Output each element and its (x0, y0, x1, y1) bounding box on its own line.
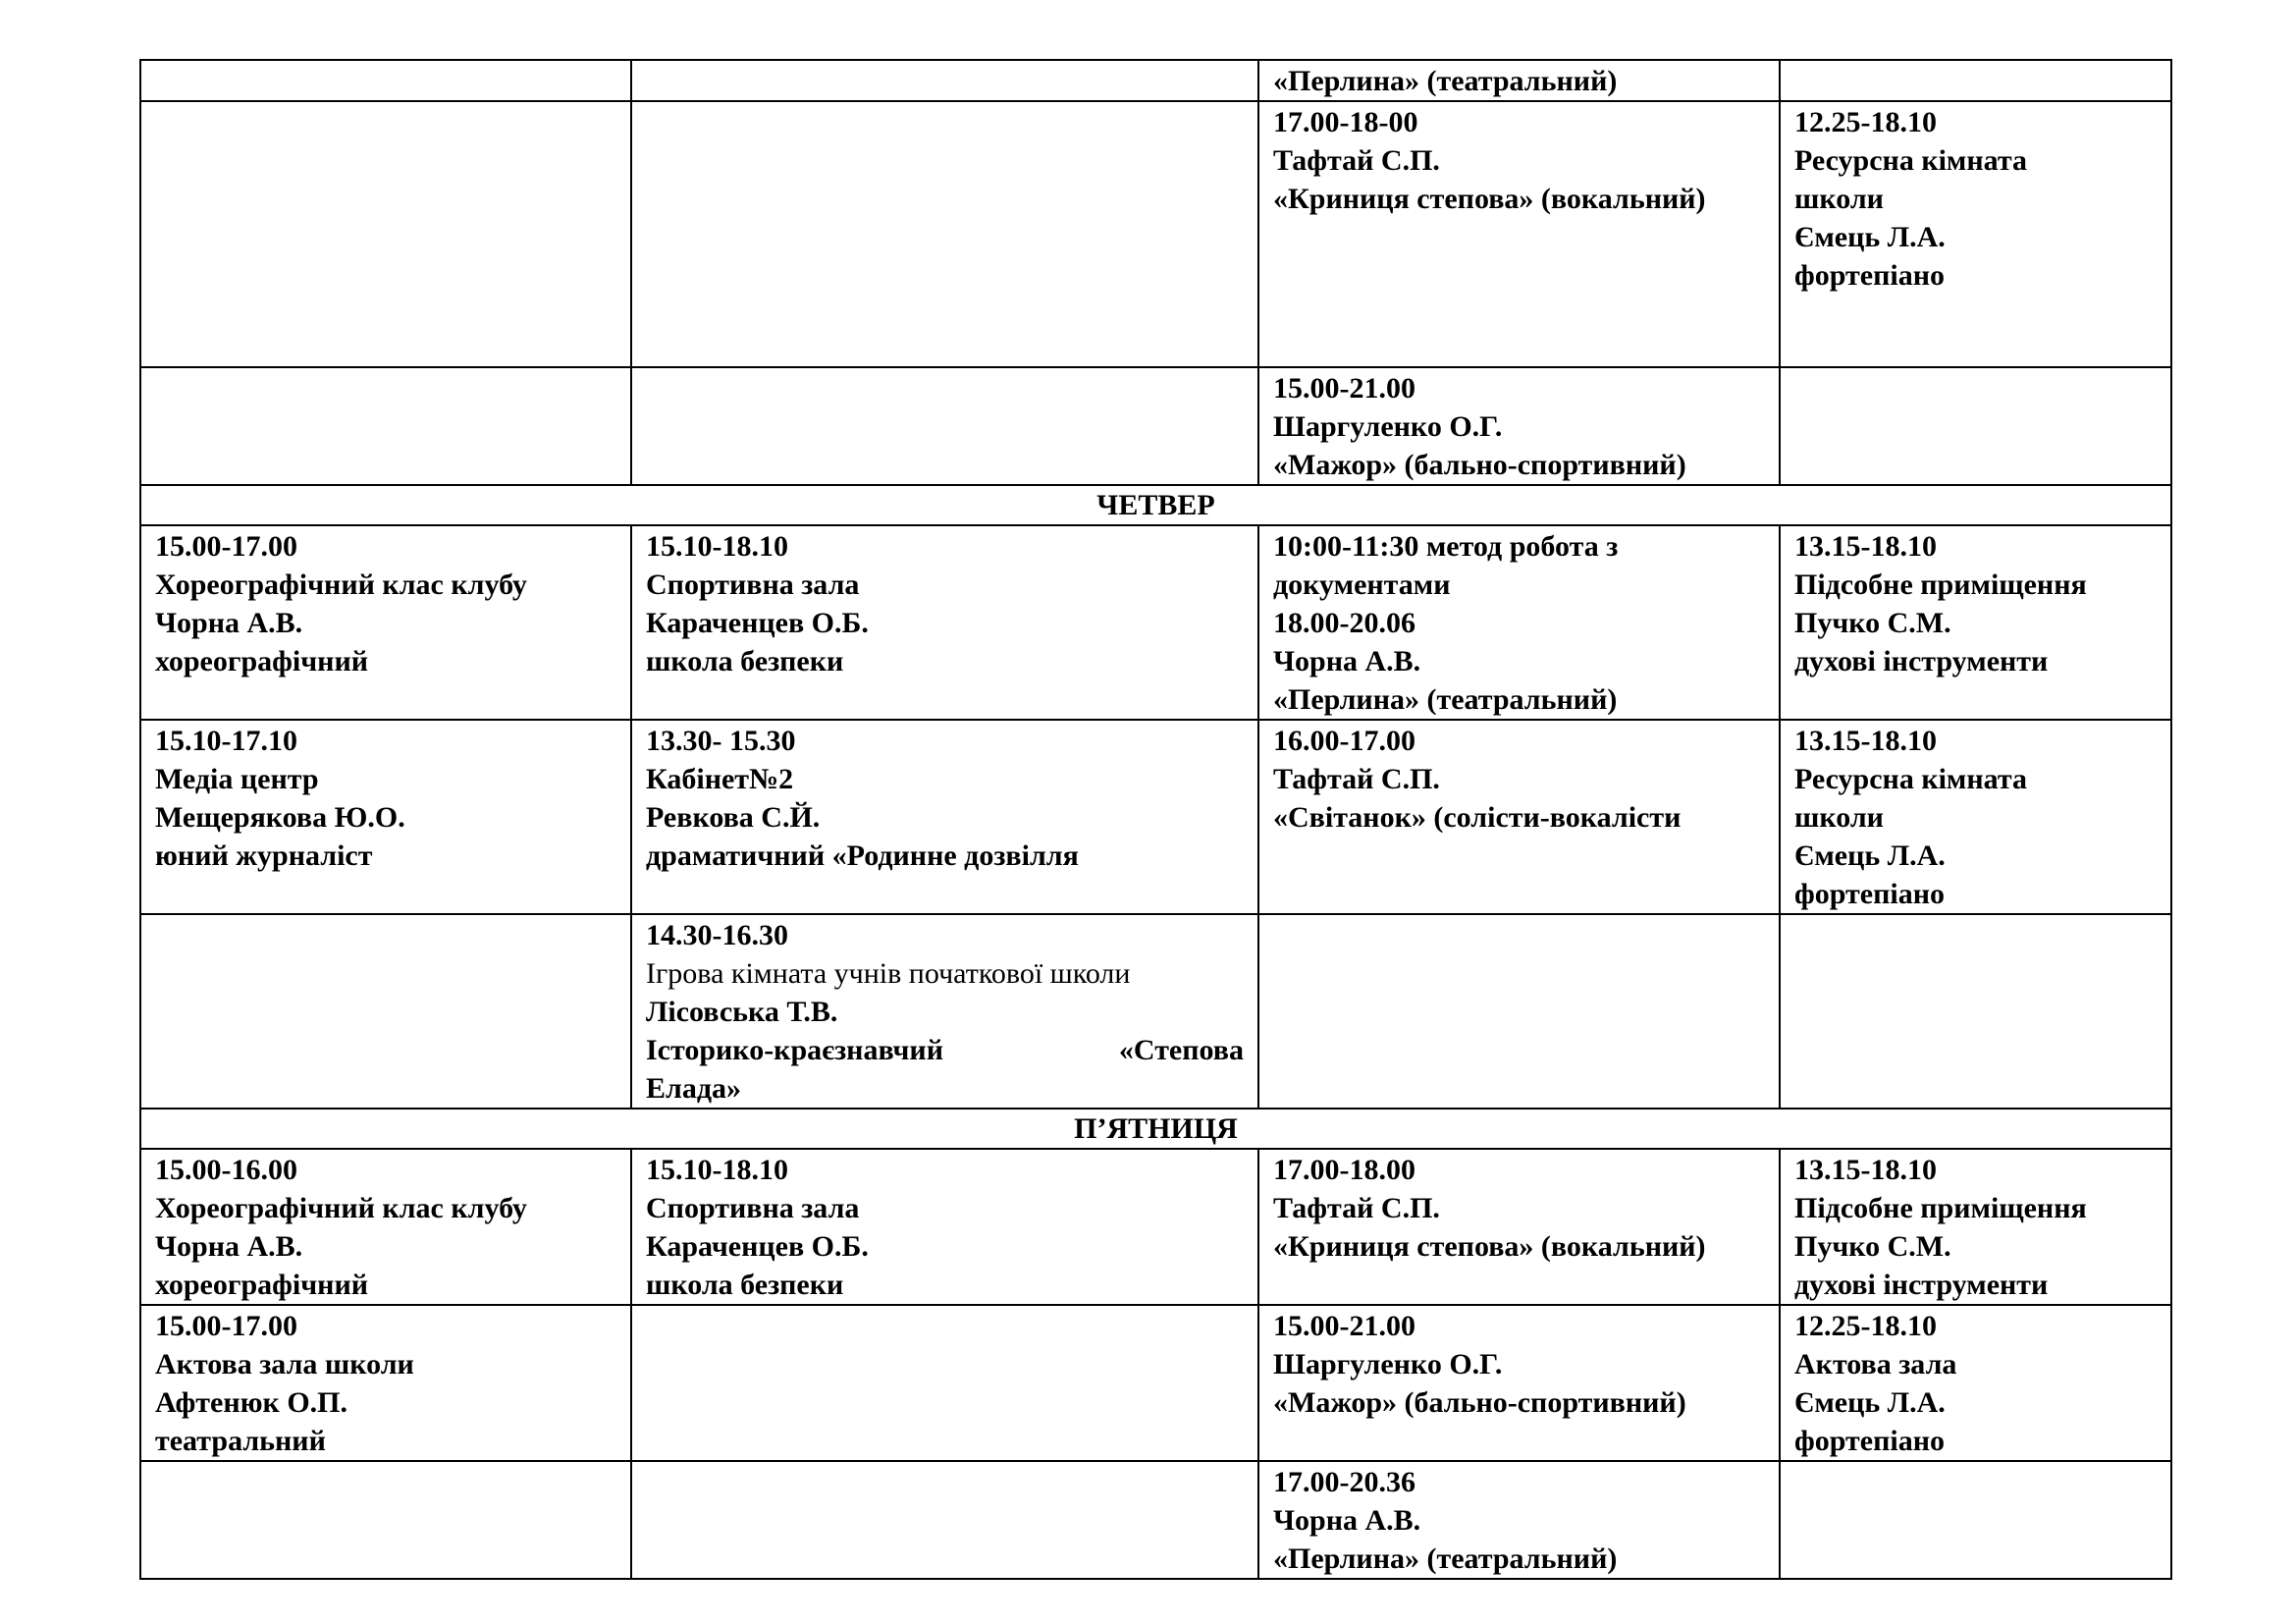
schedule-row (140, 1461, 2171, 1579)
schedule-table (139, 59, 2172, 1580)
cell-line: 14.30-16.30 (646, 919, 788, 951)
schedule-cell (1780, 720, 2171, 914)
cell-line: 12.25-18.10 (1794, 1310, 1937, 1342)
cell-line: фортепіано (1794, 1425, 1946, 1457)
schedule-cell (140, 60, 631, 101)
cell-line: хореографічний (155, 645, 369, 677)
schedule-cell (631, 914, 1258, 1109)
cell-line: 15.10-18.10 (646, 530, 788, 563)
cell-line: фортепіано (1794, 878, 1946, 910)
cell-line: «Мажор» (бально-спортивний) (1273, 1386, 1686, 1419)
cell-line: документами (1273, 568, 1451, 601)
cell-line: Тафтай С.П. (1273, 144, 1440, 177)
schedule-cell (1258, 60, 1780, 101)
cell-line: Підсобне приміщення (1794, 1192, 2087, 1224)
schedule-cell (140, 914, 631, 1109)
cell-line: Тафтай С.П. (1273, 763, 1440, 795)
cell-line: 13.15-18.10 (1794, 1154, 1937, 1186)
cell-line: Афтенюк О.П. (155, 1386, 347, 1419)
cell-line: 13.30- 15.30 (646, 725, 796, 757)
cell-line: школа безпеки (646, 645, 844, 677)
schedule-cell (631, 1305, 1258, 1461)
cell-line: духові інструменти (1794, 645, 2049, 677)
cell-line: 16.00-17.00 (1273, 725, 1415, 757)
cell-line: «Мажор» (бально-спортивний) (1273, 449, 1686, 481)
cell-line: 13.15-18.10 (1794, 530, 1937, 563)
schedule-row (140, 525, 2171, 720)
cell-line: Чорна А.В. (1273, 1504, 1421, 1537)
cell-line: Шаргуленко О.Г. (1273, 410, 1503, 443)
schedule-cell (1258, 1305, 1780, 1461)
schedule-cell (1780, 525, 2171, 720)
schedule-row (140, 720, 2171, 914)
schedule-cell (140, 367, 631, 485)
cell-line: 17.00-20.36 (1273, 1466, 1415, 1498)
cell-line: театральний (155, 1425, 326, 1457)
cell-line: Ємець Л.А. (1794, 839, 1946, 872)
cell-line: Чорна А.В. (155, 607, 303, 639)
schedule-row (140, 101, 2171, 367)
cell-line: 17.00-18.00 (1273, 1154, 1415, 1186)
cell-line: 15.00-21.00 (1273, 372, 1415, 405)
cell-line: 15.00-21.00 (1273, 1310, 1415, 1342)
cell-line: Актова зала (1794, 1348, 1957, 1380)
cell-line: Актова зала школи (155, 1348, 414, 1380)
schedule-cell (631, 101, 1258, 367)
schedule-cell (1258, 1149, 1780, 1305)
schedule-cell (140, 525, 631, 720)
cell-line: драматичний «Родинне дозвілля (646, 839, 1079, 872)
cell-line: Ємець Л.А. (1794, 1386, 1946, 1419)
schedule-cell (631, 1461, 1258, 1579)
schedule-cell (140, 101, 631, 367)
cell-line: «Перлина» (театральний) (1273, 1543, 1618, 1575)
schedule-body (140, 60, 2171, 1579)
cell-line: Історико-краєзнавчий «Степова (646, 1034, 1244, 1066)
schedule-cell (1780, 1305, 2171, 1461)
schedule-cell (631, 720, 1258, 914)
day-header-row (140, 1109, 2171, 1149)
schedule-cell (1780, 367, 2171, 485)
cell-line: Чорна А.В. (1273, 645, 1421, 677)
schedule-cell (1258, 1461, 1780, 1579)
schedule-cell (1258, 720, 1780, 914)
cell-line: Пучко С.М. (1794, 1230, 1951, 1263)
cell-line: 15.00-16.00 (155, 1154, 297, 1186)
cell-line: Ігрова кімната учнів початкової школи (646, 957, 1131, 990)
cell-line: Хореографічний клас клубу (155, 1192, 527, 1224)
cell-line: хореографічний (155, 1269, 369, 1301)
cell-line: духові інструменти (1794, 1269, 2049, 1301)
cell-line: 13.15-18.10 (1794, 725, 1937, 757)
cell-line: «Криниця степова» (вокальний) (1273, 183, 1706, 215)
schedule-cell (1258, 101, 1780, 367)
day-header-row (140, 485, 2171, 525)
cell-line: 10:00-11:30 метод робота з (1273, 530, 1619, 563)
schedule-row (140, 1305, 2171, 1461)
schedule-cell (1258, 525, 1780, 720)
cell-line: «Перлина» (театральний) (1273, 65, 1618, 97)
cell-line: 15.10-18.10 (646, 1154, 788, 1186)
schedule-cell (140, 1461, 631, 1579)
cell-line: Чорна А.В. (155, 1230, 303, 1263)
cell-line: Підсобне приміщення (1794, 568, 2087, 601)
schedule-cell (140, 1149, 631, 1305)
day-header: П’ЯТНИЦЯ (140, 1109, 2171, 1149)
cell-line: школа безпеки (646, 1269, 844, 1301)
cell-line: юний журналіст (155, 839, 373, 872)
schedule-cell (631, 367, 1258, 485)
schedule-cell (1780, 101, 2171, 367)
cell-line: Мещерякова Ю.О. (155, 801, 405, 834)
cell-line: Кабінет№2 (646, 763, 794, 795)
schedule-cell (631, 1149, 1258, 1305)
cell-line: Ресурсна кімната (1794, 763, 2027, 795)
schedule-cell (1780, 60, 2171, 101)
cell-line: 15.00-17.00 (155, 1310, 297, 1342)
cell-line: 15.10-17.10 (155, 725, 297, 757)
schedule-cell (1258, 914, 1780, 1109)
cell-line: фортепіано (1794, 259, 1946, 292)
day-header: ЧЕТВЕР (140, 485, 2171, 525)
schedule-row (140, 60, 2171, 101)
cell-line: Медіа центр (155, 763, 319, 795)
schedule-cell (1780, 1149, 2171, 1305)
cell-line: Тафтай С.П. (1273, 1192, 1440, 1224)
cell-line: Лісовська Т.В. (646, 996, 838, 1028)
cell-line: Ревкова С.Й. (646, 801, 821, 834)
cell-line: Ємець Л.А. (1794, 221, 1946, 253)
cell-line: «Перлина» (театральний) (1273, 683, 1618, 716)
schedule-cell (631, 60, 1258, 101)
cell-line: «Світанок» (солісти-вокалісти (1273, 801, 1682, 834)
schedule-cell (140, 720, 631, 914)
schedule-row (140, 367, 2171, 485)
cell-line: Шаргуленко О.Г. (1273, 1348, 1503, 1380)
cell-line: Хореографічний клас клубу (155, 568, 527, 601)
cell-line: Караченцев О.Б. (646, 1230, 869, 1263)
cell-line: 18.00-20.06 (1273, 607, 1415, 639)
schedule-cell (1780, 1461, 2171, 1579)
schedule-cell (1258, 367, 1780, 485)
cell-line: Спортивна зала (646, 568, 860, 601)
schedule-cell (1780, 914, 2171, 1109)
schedule-row (140, 1149, 2171, 1305)
cell-line: Караченцев О.Б. (646, 607, 869, 639)
cell-line: школи (1794, 801, 1884, 834)
cell-line: Елада» (646, 1072, 742, 1105)
cell-line: 12.25-18.10 (1794, 106, 1937, 138)
cell-line: «Криниця степова» (вокальний) (1273, 1230, 1706, 1263)
cell-line: Ресурсна кімната (1794, 144, 2027, 177)
cell-line: 17.00-18-00 (1273, 106, 1418, 138)
schedule-row (140, 914, 2171, 1109)
cell-line: Спортивна зала (646, 1192, 860, 1224)
cell-line: школи (1794, 183, 1884, 215)
schedule-cell (631, 525, 1258, 720)
schedule-cell (140, 1305, 631, 1461)
cell-line: Пучко С.М. (1794, 607, 1951, 639)
cell-line: 15.00-17.00 (155, 530, 297, 563)
